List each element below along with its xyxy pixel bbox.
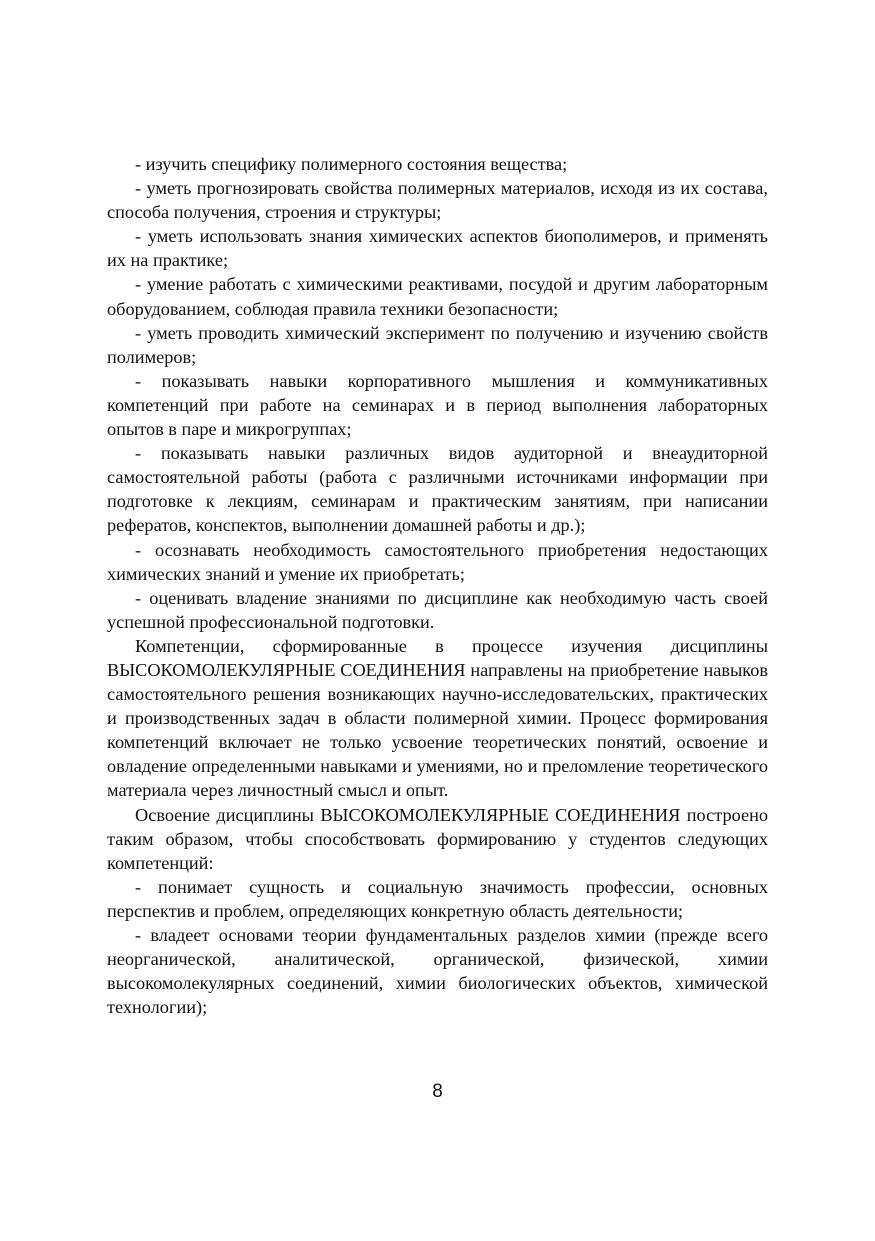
paragraph-5: - уметь проводить химический эксперимент по получению и изучению свойств полимеров; (107, 322, 768, 367)
paragraph-4: - умение работать с химическими реактивами, посудой и другим лабораторным оборудованием, соблюдая правила техники безопасности; (107, 274, 768, 319)
page-body (107, 152, 768, 1019)
paragraph-6: - показывать навыки корпоративного мышления и коммуникативных компетенций при работе на семинарах и в период выполнения лабораторных опытов в паре и микрогруппах; (107, 370, 768, 440)
paragraph-7: - показывать навыки различных видов аудиторной и внеаудиторной самостоятельной работы (работа с различными источниками информации при подготовке к лекциям, семинарам и практическим занятиям, при написании рефератов, конспектов, выполнении домашней работы и др.); (107, 443, 768, 536)
paragraph-3: - уметь использовать знания химических аспектов биополимеров, и применять их на практике; (107, 226, 768, 271)
paragraph-1: - изучить специфику полимерного состояния вещества; (135, 154, 568, 174)
page-number: 8 (432, 1081, 443, 1102)
paragraph-2: - уметь прогнозировать свойства полимерных материалов, исходя из их состава, способа получения, строения и структуры; (107, 178, 768, 223)
paragraph-13: - владеет основами теории фундаментальных разделов химии (прежде всего неорганической, аналитической, органической, физической, химии высокомолекулярных соединений, химии биологических объектов, химической технологии); (107, 925, 768, 1018)
paragraph-11: Освоение дисциплины ВЫСОКОМОЛЕКУЛЯРНЫЕ СОЕДИНЕНИЯ построено таким образом, чтобы способствовать формированию у студентов следующих компетенций: (107, 804, 768, 873)
paragraph-9: - оценивать владение знаниями по дисциплине как необходимую часть своей успешной профессиональной подготовки. (107, 587, 768, 632)
paragraph-10: Компетенции, сформированные в процессе изучения дисциплины ВЫСОКОМОЛЕКУЛЯРНЫЕ СОЕДИНЕНИЯ направлены на приобретение навыков самостоятельного решения возникающих научно-исследовательских, практических и производственных задач в области полимерной химии. Процесс формирования компетенций включает не только усвоение теоретических понятий, освоение и овладение определенными навыками и умениями, но и преломление теоретического материала через личностный смысл и опыт. (107, 635, 768, 801)
paragraph-12: - понимает сущность и социальную значимость профессии, основных перспектив и проблем, определяющих конкретную область деятельности; (107, 876, 768, 921)
paragraph-8: - осознавать необходимость самостоятельного приобретения недостающих химических знаний и умение их приобретать; (107, 539, 768, 584)
